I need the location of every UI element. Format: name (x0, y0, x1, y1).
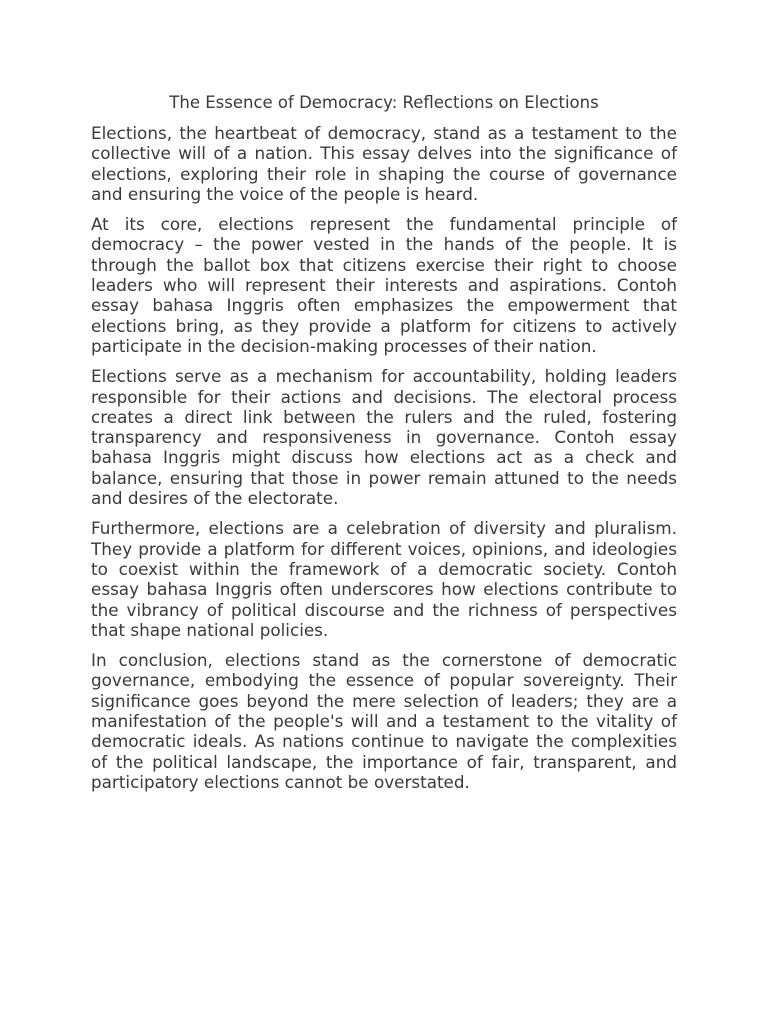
paragraph-diversity: Furthermore, elections are a celebration of diversity and pluralism. They provide a platform for different voices, opinions, and ideologies to coexist within the framework of a democratic society. Contoh essay bahasa Inggris often underscores how elections contribute to the vibrancy of political discourse and the richness of perspectives that shape national policies. (91, 518, 677, 640)
paragraph-core-principle: At its core, elections represent the fundamental principle of democracy – the power vested in the hands of the people. It is through the ballot box that citizens exercise their right to choose leaders who will represent their interests and aspirations. Contoh essay bahasa Inggris often emphasizes the empowerment that elections bring, as they provide a platform for citizens to actively participate in the decision-making processes of their nation. (91, 214, 677, 356)
paragraph-conclusion: In conclusion, elections stand as the cornerstone of democratic governance, embodying the essence of popular sovereignty. Their significance goes beyond the mere selection of leaders; they are a manifestation of the people's will and a testament to the vitality of democratic ideals. As nations continue to navigate the complexities of the political landscape, the importance of fair, transparent, and participatory elections cannot be overstated. (91, 650, 677, 792)
paragraph-intro: Elections, the heartbeat of democracy, stand as a testament to the collective will of a nation. This essay delves into the significance of elections, exploring their role in shaping the course of governance and ensuring the voice of the people is heard. (91, 123, 677, 204)
paragraph-accountability: Elections serve as a mechanism for accountability, holding leaders responsible for their actions and decisions. The electoral process creates a direct link between the rulers and the ruled, fostering transparency and responsiveness in governance. Contoh essay bahasa Inggris might discuss how elections act as a check and balance, ensuring that those in power remain attuned to the needs and desires of the electorate. (91, 366, 677, 509)
document-title: The Essence of Democracy: Reflections on Elections (169, 93, 599, 112)
document-page (91, 92, 677, 802)
